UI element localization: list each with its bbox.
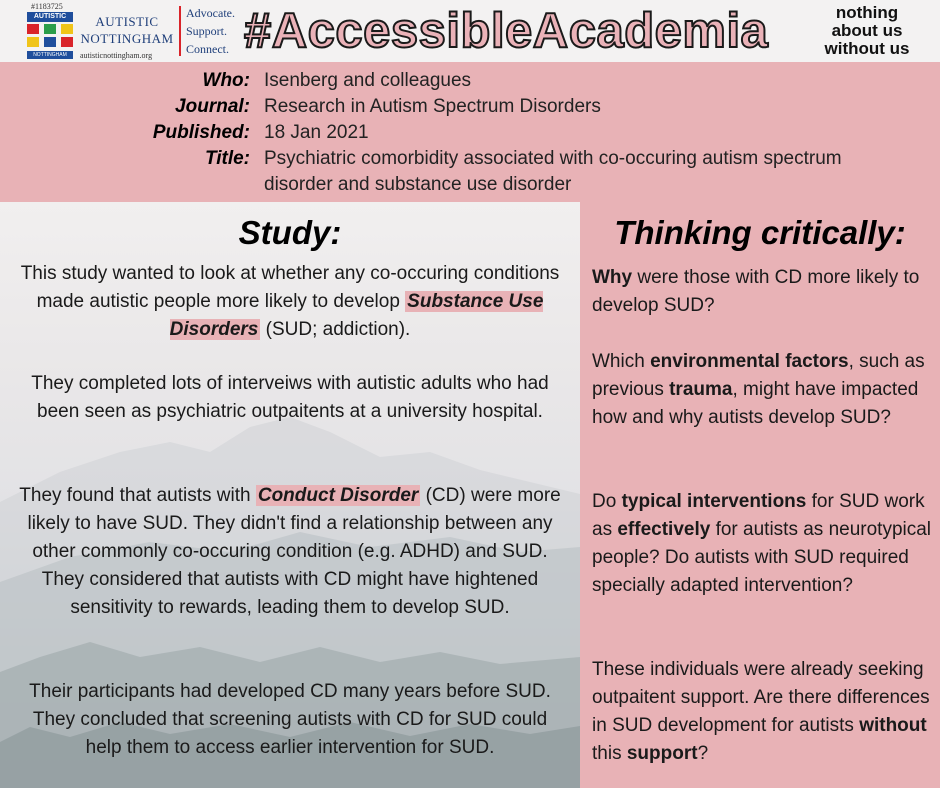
q4-bold-2: support [626,743,698,764]
tagline [186,4,235,58]
org-name-line1: AUTISTIC [95,14,159,29]
conduct-disorder-highlight: Conduct Disorder [257,485,419,506]
slogan-line3: without us [824,39,910,58]
study-p3-text-b: (CD) were more likely to have SUD. They didn't find a relationship between any other commonly co-occuring condition (e.g. ADHD) and SUD. They considered that autists with CD might have hightened sensitivity to rewards, leading them to develop SUD. [27,485,561,618]
org-url: autisticnottingham.org [80,51,153,60]
thinking-heading: Thinking critically: [614,214,906,251]
study-paragraph-1 [14,260,566,344]
header-divider [179,6,181,56]
org-name [76,13,178,47]
logo-square-green [44,24,56,34]
q2-bold-1: environmental factors [650,351,849,372]
logo-number: #1183725 [31,2,63,11]
logo-bottom-word: NOTTINGHAM [27,51,73,59]
q3-text-2: for SUD work as [592,491,925,540]
slogan [812,4,922,58]
study-p1-text-a: This study wanted to look at whether any co-occuring conditions made autistic people more likely to develop [20,263,560,312]
title-label: Title: [204,148,250,169]
title-value: Psychiatric comorbidity associated with co-occuring autism spectrum disorder and substance use disorder [264,148,842,195]
q3-bold-1: typical interventions [621,491,807,512]
substance-use-highlight: Substance Use Disorders [169,291,544,340]
tagline-support: Support. [186,24,228,38]
q4-bold-1: without [859,715,927,736]
study-paragraph-4: Their participants had developed CD many years before SUD. They concluded that screening autists with CD for SUD could help them to access earlier intervention for SUD. [29,681,551,758]
thinking-panel [580,202,940,788]
question-1 [592,264,934,320]
q3-bold-2: effectively [617,519,711,540]
q4-text-2: this [592,743,627,764]
study-p3-text-a: They found that autists with [19,485,256,506]
logo-square-yellow-2 [27,37,39,47]
study-panel [0,202,580,788]
q4-text-1: These individuals were already seeking outpaitent support. Are there differences in SUD development for autists [592,659,930,736]
hashtag-title: #AccessibleAcademia [244,4,769,58]
study-heading: Study: [238,214,342,251]
published-value: 18 Jan 2021 [264,122,369,143]
q4-text-3: ? [697,743,709,764]
slogan-line1: nothing [835,3,899,22]
header-banner [0,0,940,62]
study-paragraph-3 [14,482,566,622]
q2-text-1: Which [592,351,651,372]
tagline-connect: Connect. [186,42,229,56]
q3-text-3: for autists as neurotypical people? Do autists with SUD required specially adapted intervention? [592,519,932,596]
study-p1-text-b: (SUD; addiction). [260,319,411,340]
q1-bold-1: Why [592,267,633,288]
q2-text-2: , such as previous [592,351,925,400]
journal-label: Journal: [175,96,250,117]
logo-square-blue [44,37,56,47]
question-2 [592,348,934,432]
logo-square-yellow [61,24,73,34]
logo-square-red [27,24,39,34]
q3-text-1: Do [592,491,622,512]
logo-word: AUTISTIC [27,12,73,22]
org-name-line2: NOTTINGHAM [80,31,174,46]
q2-text-3: , might have impacted how and why autists develop SUD? [592,379,919,428]
who-label: Who: [202,70,250,91]
logo-square-red-2 [61,37,73,47]
q2-bold-2: trauma [669,379,733,400]
slogan-line2: about us [831,21,903,40]
question-4 [592,656,934,768]
journal-value: Research in Autism Spectrum Disorders [264,96,601,117]
study-paragraph-2: They completed lots of interveiws with autistic adults who had been seen as psychiatric outpaitents at a university hospital. [31,373,549,422]
who-value: Isenberg and colleagues [264,70,472,91]
tagline-advocate: Advocate. [186,6,235,20]
question-3 [592,488,934,600]
published-label: Published: [152,122,250,143]
q1-text-1: were those with CD more likely to develop SUD? [592,267,920,316]
paper-metadata [0,62,940,202]
